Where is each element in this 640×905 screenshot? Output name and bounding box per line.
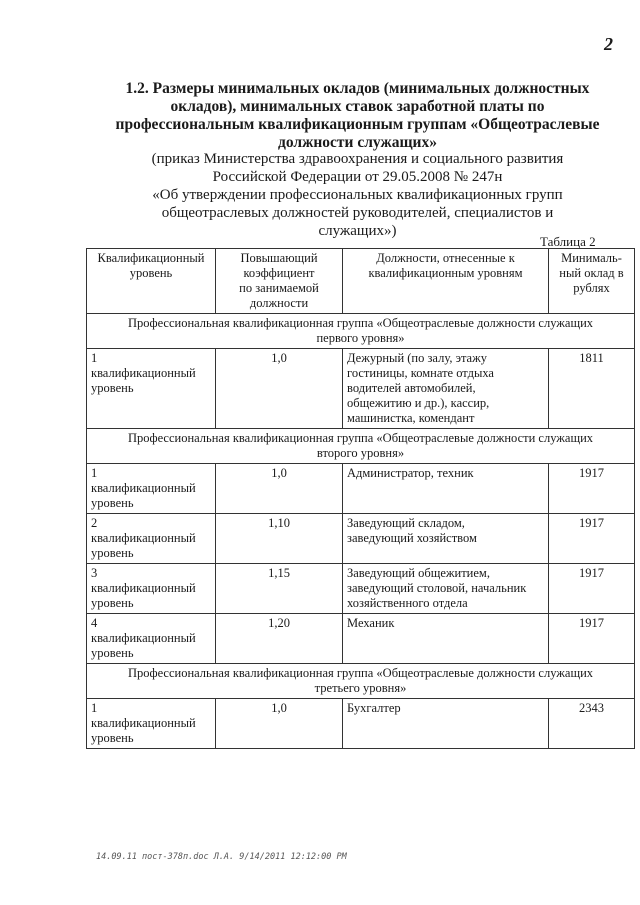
order-line: Российской Федерации от 29.05.2008 № 247н [212,169,503,185]
salary-cell: 1917 [549,614,635,664]
order-line: (приказ Министерства здравоохранения и социального развития [151,151,564,167]
salary-cell: 1811 [549,349,635,429]
table-row [87,564,635,614]
coefficient-cell: 1,15 [216,564,343,614]
header-coefficient: Повышающий коэффициент по занимаемой должности [216,249,343,314]
salary-cell: 2343 [549,699,635,749]
header-positions: Должности, отнесенные к квалификационным уровням [343,249,549,314]
positions-cell: Механик [343,614,549,664]
table-row [87,514,635,564]
level-cell: 2 квалификационный уровень [87,514,216,564]
table-row [87,349,635,429]
section-heading [100,80,615,152]
heading-line: профессиональным квалификационным группам «Общеотраслевые [115,116,600,133]
header-salary: Минималь- ный оклад в рублях [549,249,635,314]
positions-cell: Заведующий складом, заведующий хозяйством [343,514,549,564]
group-row [87,429,635,464]
order-reference [100,150,615,240]
heading-line: 1.2. Размеры минимальных окладов (минимальных должностных [125,80,590,97]
order-line: служащих») [318,223,397,239]
header-level: Квалификационный уровень [87,249,216,314]
group-row [87,664,635,699]
level-cell: 3 квалификационный уровень [87,564,216,614]
coefficient-cell: 1,0 [216,349,343,429]
salary-cell: 1917 [549,564,635,614]
table-row [87,614,635,664]
positions-cell: Администратор, техник [343,464,549,514]
positions-cell: Бухгалтер [343,699,549,749]
level-cell: 1 квалификационный уровень [87,349,216,429]
level-cell: 4 квалификационный уровень [87,614,216,664]
order-line: «Об утверждении профессиональных квалификационных групп [152,187,563,203]
page-number: 2 [604,34,613,54]
positions-cell: Заведующий общежитием, заведующий столовой, начальник хозяйственного отдела [343,564,549,614]
group-title: Профессиональная квалификационная группа «Общеотраслевые должности служащих третьего уровня» [87,664,635,699]
level-cell: 1 квалификационный уровень [87,464,216,514]
coefficient-cell: 1,0 [216,464,343,514]
level-cell: 1 квалификационный уровень [87,699,216,749]
heading-line: должности служащих» [278,134,437,151]
document-footer: 14.09.11 пост-378п.doc Л.А. 9/14/2011 12:12:00 PM [96,852,347,862]
coefficient-cell: 1,20 [216,614,343,664]
salary-cell: 1917 [549,464,635,514]
table-row [87,699,635,749]
table-row [87,464,635,514]
heading-line: окладов), минимальных ставок заработной платы по [170,98,545,115]
table-caption: Таблица 2 [540,234,596,249]
group-title: Профессиональная квалификационная группа «Общеотраслевые должности служащих первого уровня» [87,314,635,349]
salary-table [86,248,635,749]
positions-cell: Дежурный (по залу, этажу гостиницы, комнате отдыха водителей автомобилей, общежитию и др.), кассир, машинистка, комендант [343,349,549,429]
salary-cell: 1917 [549,514,635,564]
group-title: Профессиональная квалификационная группа «Общеотраслевые должности служащих второго уровня» [87,429,635,464]
table-header-row [87,249,635,314]
group-row [87,314,635,349]
coefficient-cell: 1,0 [216,699,343,749]
coefficient-cell: 1,10 [216,514,343,564]
order-line: общеотраслевых должностей руководителей, специалистов и [161,205,554,221]
